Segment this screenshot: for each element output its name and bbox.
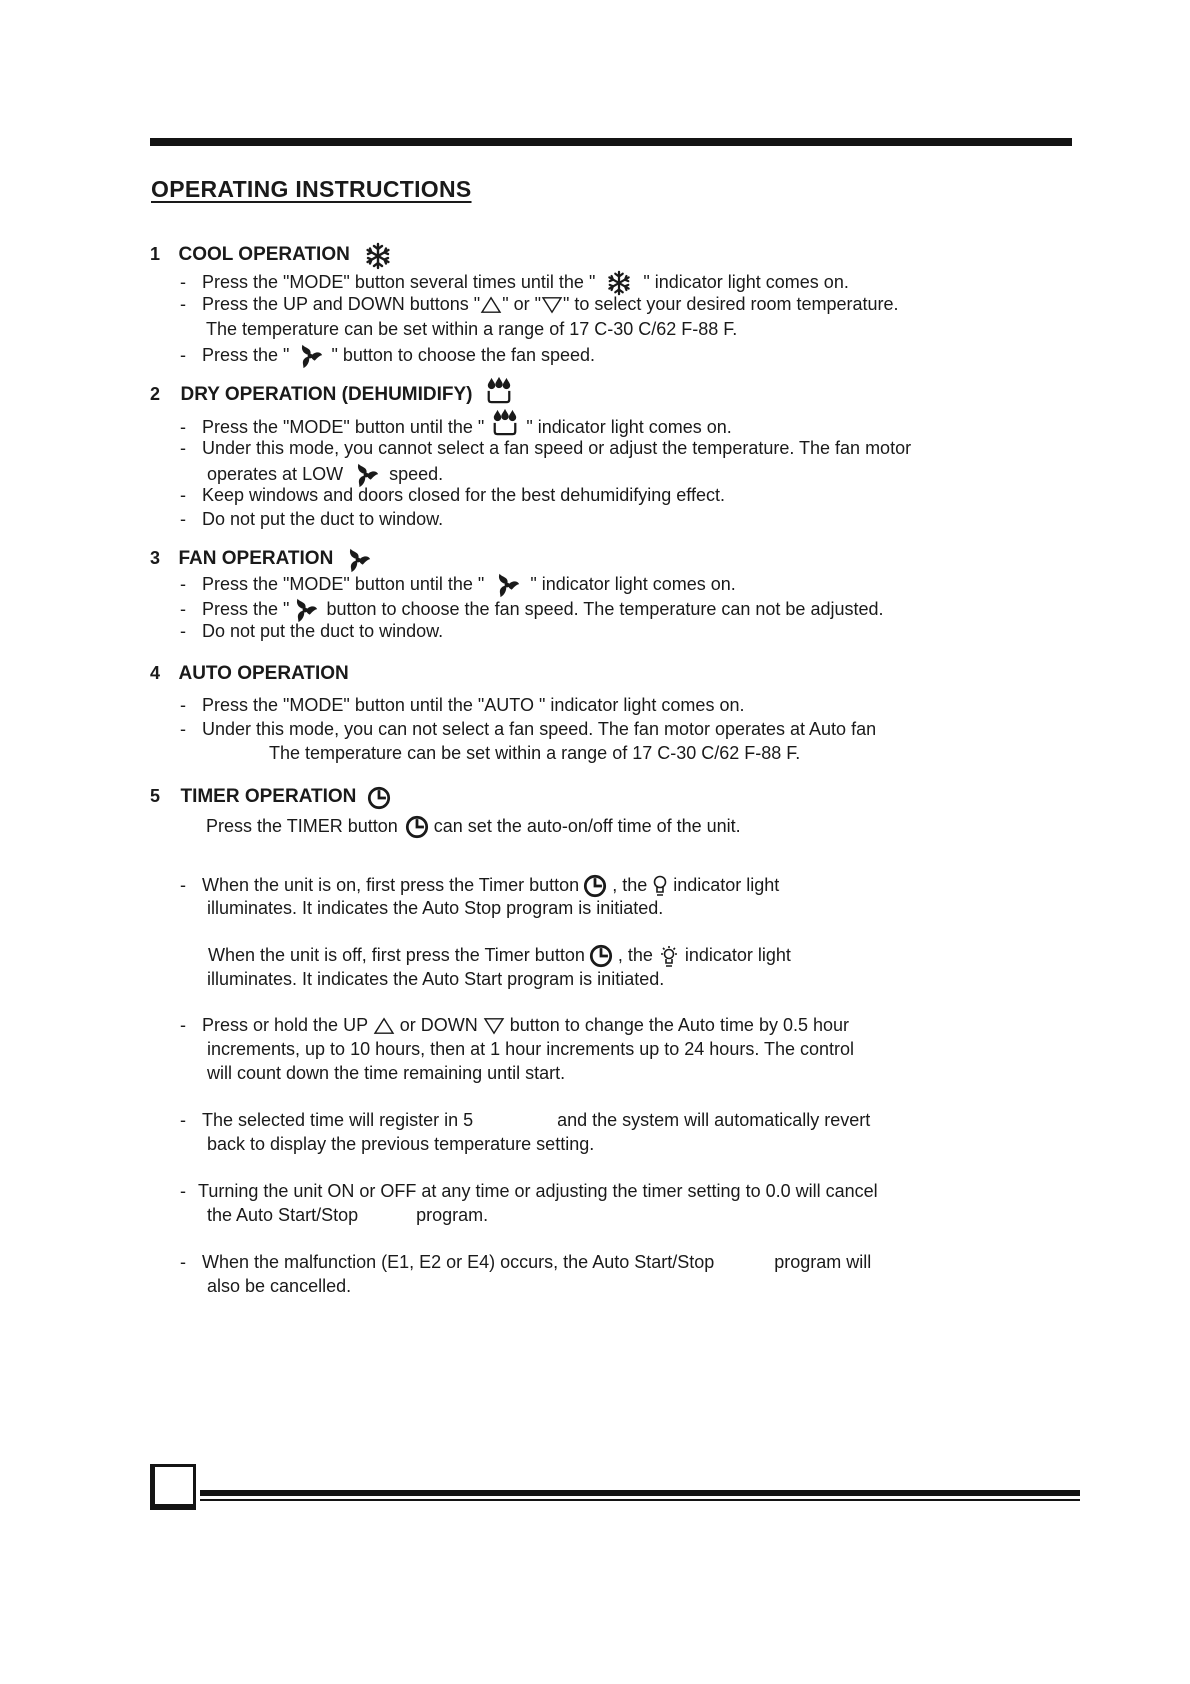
fan-icon (296, 342, 324, 370)
section-timer-heading (150, 786, 391, 810)
fan-icon (344, 546, 372, 574)
list-item: - Press the " button to choose the fan speed. The temperature can not be adjusted. (180, 596, 884, 624)
list-item: - Press the UP and DOWN buttons " " or " " to select your desired room temperature. (180, 294, 899, 314)
paragraph: operates at LOW speed. (207, 461, 443, 489)
paragraph: the Auto Start/Stop program. (207, 1205, 489, 1225)
paragraph: back to display the previous temperature setting. (207, 1134, 595, 1154)
section-number: 5 (150, 786, 161, 807)
section-title: DRY OPERATION (DEHUMIDIFY) (180, 384, 473, 406)
section-dry-heading (150, 382, 513, 410)
section-fan-heading (150, 546, 372, 574)
section-title: TIMER OPERATION (180, 786, 357, 808)
stop-indicator-icon (652, 875, 668, 897)
list-item: - Press the "MODE" button until the "AUTO " indicator light comes on. (180, 695, 745, 715)
list-item: - Press the " " button to choose the fan speed. (180, 342, 595, 370)
up-triangle-icon (373, 1017, 395, 1035)
dehumidify-icon (491, 408, 519, 436)
paragraph: Press the TIMER button can set the auto-on/off time of the unit. (206, 815, 741, 839)
snowflake-icon (606, 270, 632, 296)
paragraph: The temperature can be set within a range of 17 C-30 C/62 F-88 F. (269, 743, 801, 763)
page-title: OPERATING INSTRUCTIONS (151, 176, 472, 202)
paragraph: The temperature can be set within a range of 17 C-30 C/62 F-88 F. (206, 319, 738, 339)
section-number: 1 (150, 244, 161, 265)
paragraph: will count down the time remaining until start. (207, 1063, 566, 1083)
header-rule (150, 138, 1072, 146)
list-item: - Do not put the duct to window. (180, 621, 444, 641)
footer-rule (200, 1490, 1080, 1496)
page-number-box (150, 1464, 196, 1510)
start-indicator-icon (658, 945, 680, 967)
list-item: - Do not put the duct to window. (180, 509, 444, 529)
list-item: - The selected time will register in 5 and the system will automatically revert (180, 1110, 871, 1130)
dehumidify-icon (485, 376, 513, 404)
list-item: - Turning the unit ON or OFF at any time or adjusting the timer setting to 0.0 will cancel (180, 1181, 878, 1201)
paragraph: illuminates. It indicates the Auto Start program is initiated. (207, 969, 665, 989)
paragraph: increments, up to 10 hours, then at 1 hour increments up to 24 hours. The control (207, 1039, 855, 1059)
list-item: - Press the "MODE" button several times until the " " indicator light comes on. (180, 270, 849, 296)
paragraph: also be cancelled. (207, 1276, 352, 1296)
timer-icon (589, 944, 613, 968)
list-item: - Under this mode, you can not select a fan speed. The fan motor operates at Auto fan (180, 719, 877, 739)
section-title: AUTO OPERATION (178, 663, 349, 684)
paragraph: When the unit is off, first press the Timer button , the indicator light (208, 944, 791, 968)
list-item: - Keep windows and doors closed for the best dehumidifying effect. (180, 485, 725, 505)
list-item: - When the malfunction (E1, E2 or E4) occurs, the Auto Start/Stop program will (180, 1252, 872, 1272)
up-triangle-icon (480, 296, 502, 314)
fan-icon (291, 596, 319, 624)
section-number: 3 (150, 548, 161, 569)
timer-icon (367, 786, 391, 810)
down-triangle-icon (483, 1017, 505, 1035)
paragraph: illuminates. It indicates the Auto Stop program is initiated. (207, 898, 664, 918)
snowflake-icon (364, 242, 392, 270)
section-title: FAN OPERATION (178, 548, 334, 570)
list-item: - When the unit is on, first press the Timer button , the indicator light (180, 874, 779, 898)
list-item: - Under this mode, you cannot select a fan speed or adjust the temperature. The fan motor (180, 438, 912, 458)
timer-icon (583, 874, 607, 898)
down-triangle-icon (541, 296, 563, 314)
list-item: - Press the "MODE" button until the " " indicator light comes on. (180, 571, 736, 599)
section-cool-heading (150, 242, 392, 270)
section-number: 4 (150, 663, 161, 683)
timer-icon (405, 815, 429, 839)
section-number: 2 (150, 384, 161, 405)
section-auto-heading (150, 663, 349, 685)
footer-rule-thin (200, 1499, 1080, 1501)
fan-icon (493, 571, 521, 599)
list-item: - Press or hold the UP or DOWN button to change the Auto time by 0.5 hour (180, 1015, 850, 1035)
list-item: - Press the "MODE" button until the " " indicator light comes on. (180, 414, 732, 442)
section-title: COOL OPERATION (178, 244, 350, 266)
